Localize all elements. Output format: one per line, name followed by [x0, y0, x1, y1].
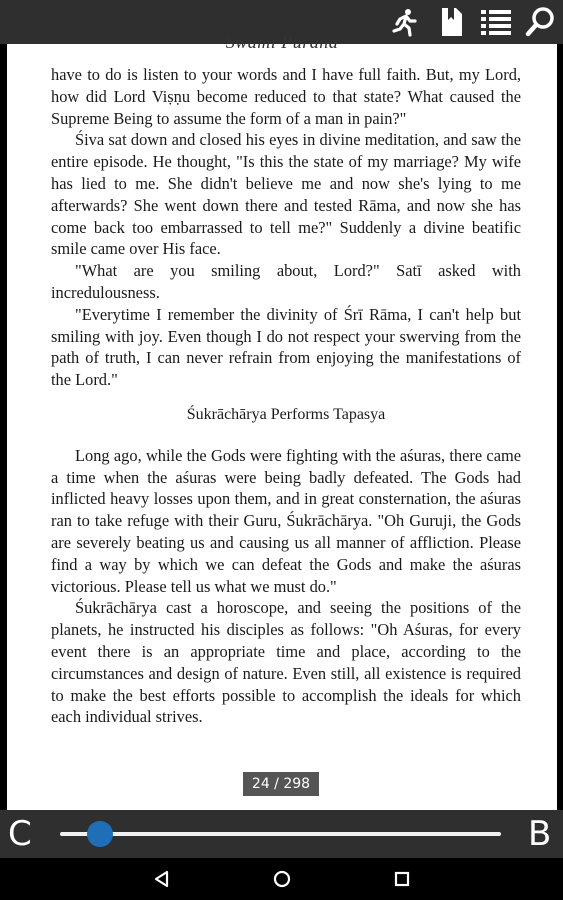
system-nav-bar — [0, 858, 563, 900]
page-indicator: 24 / 298 — [243, 772, 319, 796]
slider-left-label[interactable]: C — [8, 814, 32, 854]
paragraph: Śiva sat down and closed his eyes in divine meditation, and saw the entire episode. He thought, "Is this the state of my marriage? My wife has lied to me. She didn't believe me and now she's lying to me afterwards? She went down there and tested Rāma, and now she has come back too embarrassed to tell me?" Suddenly a divine beatific smile came over His face. — [51, 130, 521, 259]
back-icon[interactable] — [145, 862, 179, 896]
page-slider-bar — [0, 810, 563, 858]
page-text — [51, 64, 521, 728]
paragraph: "What are you smiling about, Lord?" Satī asked with incredulousness. — [51, 261, 521, 302]
paragraph: Long ago, while the Gods were fighting with the aśuras, there came a time when the aśuras were being badly defeated. The Gods had inflicted heavy losses upon them, and in great consternation, the aśuras ran to take refuge with their Guru, Śukrāchārya. "Oh Guruji, the Gods are severely beating us and causing us all manner of affliction. Please find a way by which we can defeat the Gods and make the aśuras victorious. Please tell us what we must do." — [51, 445, 521, 596]
running-head: Swami Purana — [225, 32, 339, 52]
page-slider-track[interactable] — [60, 832, 501, 836]
paragraph: "Everytime I remember the divinity of Śrī Rāma, I can't help but smiling with joy. Even though I do not respect your swerving from the path of truth, I can never refrain from enjoying the manifestations of the Lord." — [51, 304, 521, 390]
home-icon[interactable] — [265, 862, 299, 896]
slider-right-label[interactable]: B — [528, 814, 552, 854]
book-page[interactable] — [7, 32, 557, 814]
page-slider-thumb[interactable] — [87, 821, 113, 847]
paragraph: have to do is listen to your words and I have full faith. But, my Lord, how did Lord Viṣṇu become reduced to that state? What caused the Supreme Being to assume the form of a man in pain?" — [51, 65, 521, 128]
section-heading: Śukrāchārya Performs Tapasya — [186, 405, 386, 423]
recents-icon[interactable] — [385, 862, 419, 896]
paragraph: Śukrāchārya cast a horoscope, and seeing the positions of the planets, he instructed his disciples as follows: "Oh Aśuras, for every event there is an appropriate time and place, according to the circumstances and design of nature. Even still, all existence is required to make the best efforts possible to accomplish the ideals for which each individual strives. — [51, 598, 521, 727]
